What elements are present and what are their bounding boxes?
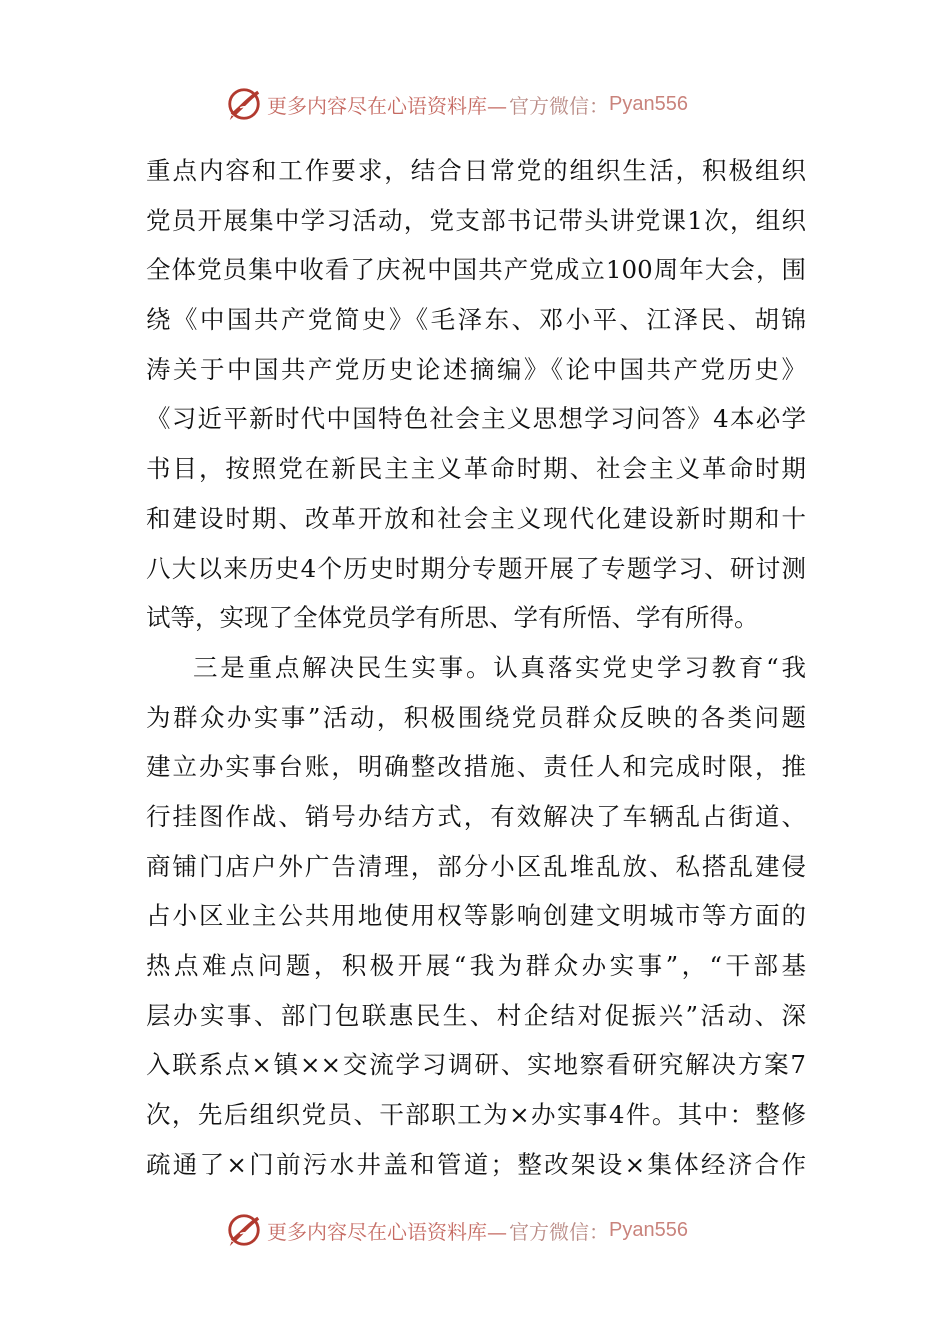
text-line: 《习近平新时代中国特色社会主义思想学习问答》4本必学 [146,404,806,434]
text-line: 书目，按照党在新民主主义革命时期、社会主义革命时期 [146,454,806,484]
pen-logo-icon [225,1211,263,1249]
paragraph-first-line: 三是重点解决民生实事。认真落实党史学习教育“我 [193,652,806,682]
text-line: 重点内容和工作要求，结合日常党的组织生活，积极组织 [146,156,806,185]
text-line: 层办实事、部门包联惠民生、村企结对促振兴”活动、深 [146,1000,806,1030]
watermark-banner-bottom [225,1210,688,1250]
text-line: 建立办实事台账，明确整改措施、责任人和完成时限，推 [146,752,806,782]
watermark-wechat-id: Pyan556 [609,92,688,115]
text-line: 和建设时期、改革开放和社会主义现代化建设新时期和十 [146,503,806,533]
watermark-main-text: 更多内容尽在心语资料库— [267,1219,507,1244]
watermark-wechat-id: Pyan556 [609,1218,688,1241]
text-line: 热点难点问题，积极开展“我为群众办实事”，“干部基 [146,951,806,980]
text-line: 疏通了×门前污水井盖和管道；整改架设×集体经济合作 [146,1149,806,1179]
text-line: 占小区业主公共用地使用权等影响创建文明城市等方面的 [146,901,806,931]
text-line: 行挂图作战、销号办结方式，有效解决了车辆乱占街道、 [146,801,806,831]
text-line: 次，先后组织党员、干部职工为×办实事4件。其中：整修 [146,1100,806,1130]
text-line: 为群众办实事”活动，积极围绕党员群众反映的各类问题 [146,702,806,732]
text-line: 绕《中国共产党简史》《毛泽东、邓小平、江泽民、胡锦 [146,305,806,335]
text-line: 商铺门店户外广告清理，部分小区乱堆乱放、私搭乱建侵 [146,851,806,881]
document-body [146,146,806,1189]
text-line: 涛关于中国共产党历史论述摘编》《论中国共产党历史》 [146,354,806,384]
text-line: 入联系点×镇××交流学习调研、实地察看研究解决方案7 [146,1050,806,1080]
watermark-main-text: 更多内容尽在心语资料库— [267,93,507,118]
watermark-banner-top [225,84,688,124]
watermark-wechat-label: 官方微信： [509,93,609,118]
text-line: 全体党员集中收看了庆祝中国共产党成立100周年大会，围 [146,255,806,285]
text-line: 试等，实现了全体党员学有所思、学有所悟、学有所得。 [146,603,759,633]
text-line: 党员开展集中学习活动，党支部书记带头讲党课1次，组织 [146,205,806,235]
pen-logo-icon [225,85,263,123]
watermark-wechat-label: 官方微信： [509,1219,609,1244]
text-line: 八大以来历史4个历史时期分专题开展了专题学习、研讨测 [146,553,806,583]
